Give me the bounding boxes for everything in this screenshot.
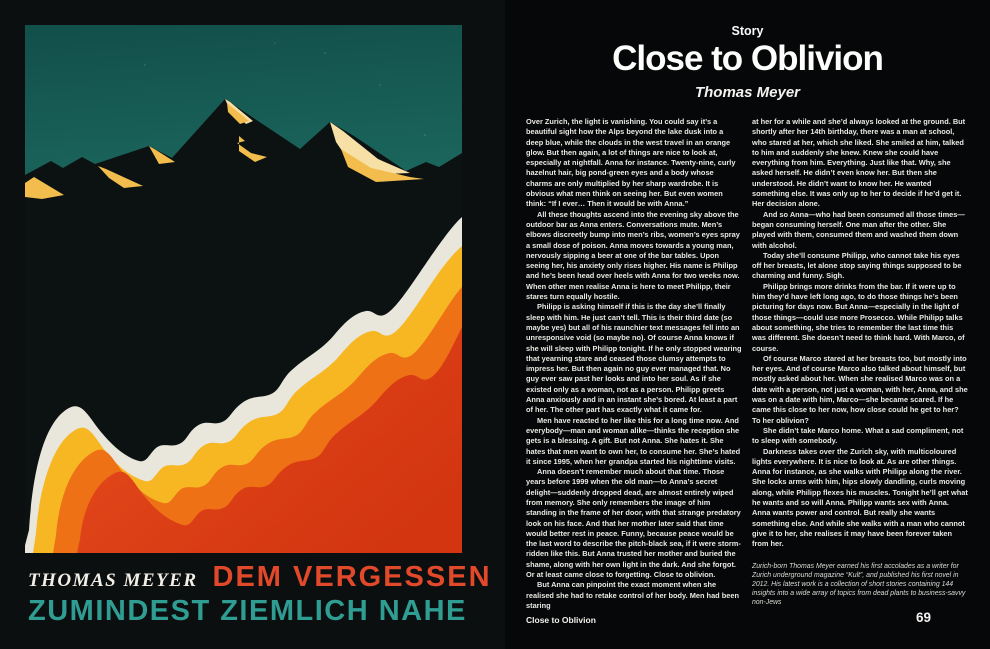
cover-title-block xyxy=(28,561,492,628)
article-column-2 xyxy=(752,117,968,611)
article-page xyxy=(505,0,990,649)
article-header xyxy=(505,24,990,101)
paragraph: Today she’ll consume Philipp, who cannot take his eyes off her breasts, let alone stop saying things supposed to be charming and funny. Sigh. xyxy=(752,250,962,281)
cover-author: THOMAS MEYER xyxy=(28,570,198,591)
page-footer xyxy=(526,610,969,625)
paragraph: And so Anna—who had been consumed all those times—began consuming herself. One man after the other. She played with them, consumed them and washed them down with alcohol. xyxy=(752,209,965,250)
paragraph: at her for a while and she’d always looked at the ground. But shortly after her 14th birthday, there was a man at school, who stared at her, which she liked. She smiled at him, talked to him and suddenly she knew. Knew she could have everything from him. Everything. Just like that. Why, she asked herself. He didn’t even know her. But then she understood. He didn’t want to know her. He wanted something else. It was only up to her to decide if he’d get it. Her decision alone. xyxy=(752,117,966,209)
article-body xyxy=(526,117,969,611)
paragraph: But Anna can pinpoint the exact moment when she realised she had to retake control of her body. Men had been staring xyxy=(526,580,740,610)
paragraph: Philipp brings more drinks from the bar. If it were up to him they’d have left long ago, to do those things he’s been picturing for days now. But Anna—especially in the light of those things—could use more Prosecco. While Philipp talks about something, she tries to remember the last time this was different. She doesn’t need to think hard. With Marco, of course. xyxy=(752,281,965,353)
article-kicker: Story xyxy=(731,24,764,38)
cover-title-line2: ZUMINDEST ZIEMLICH NAHE xyxy=(28,595,467,627)
running-title: Close to Oblivion xyxy=(526,615,596,625)
paragraph: Of course Marco stared at her breasts too, but mostly into her eyes. And of course Marco also talked about himself, but mostly asked about her. When she realised Marco was on a date with a person, not just a woman, with her, Anna, and she was on a date with him, Marco—she became scared. If he came this close to her now, how close could he get to her? To her oblivion? xyxy=(752,353,968,425)
article-column-1 xyxy=(526,117,742,611)
article-byline: Thomas Meyer xyxy=(694,84,801,101)
paragraph: All these thoughts ascend into the evening sky above the outdoor bar as Anna enters. Conversations mute. Men’s elbows discreetly bump into men’s ribs, women’s eyes spray a small dose of poison. Anna moves towards a young man, nervously sipping a beer at one of the bar tables. Upon seeing her, his anxiety only rises higher. His name is Philipp and he’s been head over heels with Anna for two weeks now. When other men realise Anna is here to meet Philipp, their stares turn equally hostile. xyxy=(526,209,740,302)
page-number: 69 xyxy=(915,610,931,625)
paragraph: Men have reacted to her like this for a long time now. And everybody—man and woman alike—thinks the reception she gets is a blessing. A gift. But not Anna. She hates it. She hates that men want to own her, to consume her. She’s hated it since 1995, when her grandpa started his nighttime visits. xyxy=(526,415,741,466)
cover-artwork-mountains-waves xyxy=(25,25,462,553)
article-title: Close to Oblivion xyxy=(612,39,883,78)
paragraph: She didn’t take Marco home. What a sad compliment, not to sleep with somebody. xyxy=(752,425,964,446)
paragraph: Darkness takes over the Zurich sky, with multicoloured lights everywhere. It is nice to look at. As are other things. Anna for instance, as she walks with Philipp along the river. She locks arms with him, hips slowly dandling, curls moving along, while Philipp flexes his muscles. Tonight he’ll get what he wants and so will Anna. Philipp wants sex with Anna. Anna wants power and control. But really she wants something else. And while she walks with a man who cannot give it to her, she realises it may have been forever taken from her. xyxy=(752,446,968,549)
cover-title-line1: DEM VERGESSEN xyxy=(212,561,492,593)
paragraph: Anna doesn’t remember much about that time. Those years before 1999 when the old man—to Anna’s secret delight—suddenly dropped dead, are almost entirely wiped from memory. She only remembers the image of him standing in the frame of her door, with that strange predatory look on his face. And that her mother later said that time would better rest in peace. Funny, because peace would be the last word to describe the pitch-black sea, if it were storm-ridden like this. But Anna trusted her mother and buried the shame, along with her own light in the dark. And she forgot. Or at least came close to forgetting. Close to oblivion. xyxy=(526,467,741,580)
author-bio: Zurich-born Thomas Meyer earned his first accolades as a writer for Zurich underground magazine “Kult”, and published his first novel in 2012. His latest work is a collection of short stories containing 144 insights into a wide array of topics from dead plants to business-savvy non-Jews xyxy=(752,563,966,607)
paragraph: Over Zurich, the light is vanishing. You could say it’s a beautiful sight how the Alps beyond the lake dusk into a deep blue, while the clouds in the west travel in an orange glow. But then again, a lot of things are nice to look at, especially at nightfall. Anna for instance. Twenty-nine, curly hazelnut hair, big pond-green eyes and a body whose charms are only multiplied by her sharp wardrobe. It is obvious what men think on seeing her. But even women think: “If I ever… Then it would be with Anna.” xyxy=(526,117,736,209)
paragraph: Philipp is asking himself if this is the day she’ll finally sleep with him. He just can’t tell. This is their third date (so maybe yes) but all of his raunchier text messages fell into an unresponsive void (so maybe no). Of course Anna knows if she will sleep with Philipp tonight. If he only stopped wearing that yearning stare and ceased those clumsy attempts to impress her. But then again no guy ever managed that. No guy ever saw past her looks and into her soul. As if she existed only as a woman, not as a person. Philipp greets Anna anxiously and in an instant she’s bored. At least a part of her. The other part has exactly what it came for. xyxy=(526,302,742,415)
